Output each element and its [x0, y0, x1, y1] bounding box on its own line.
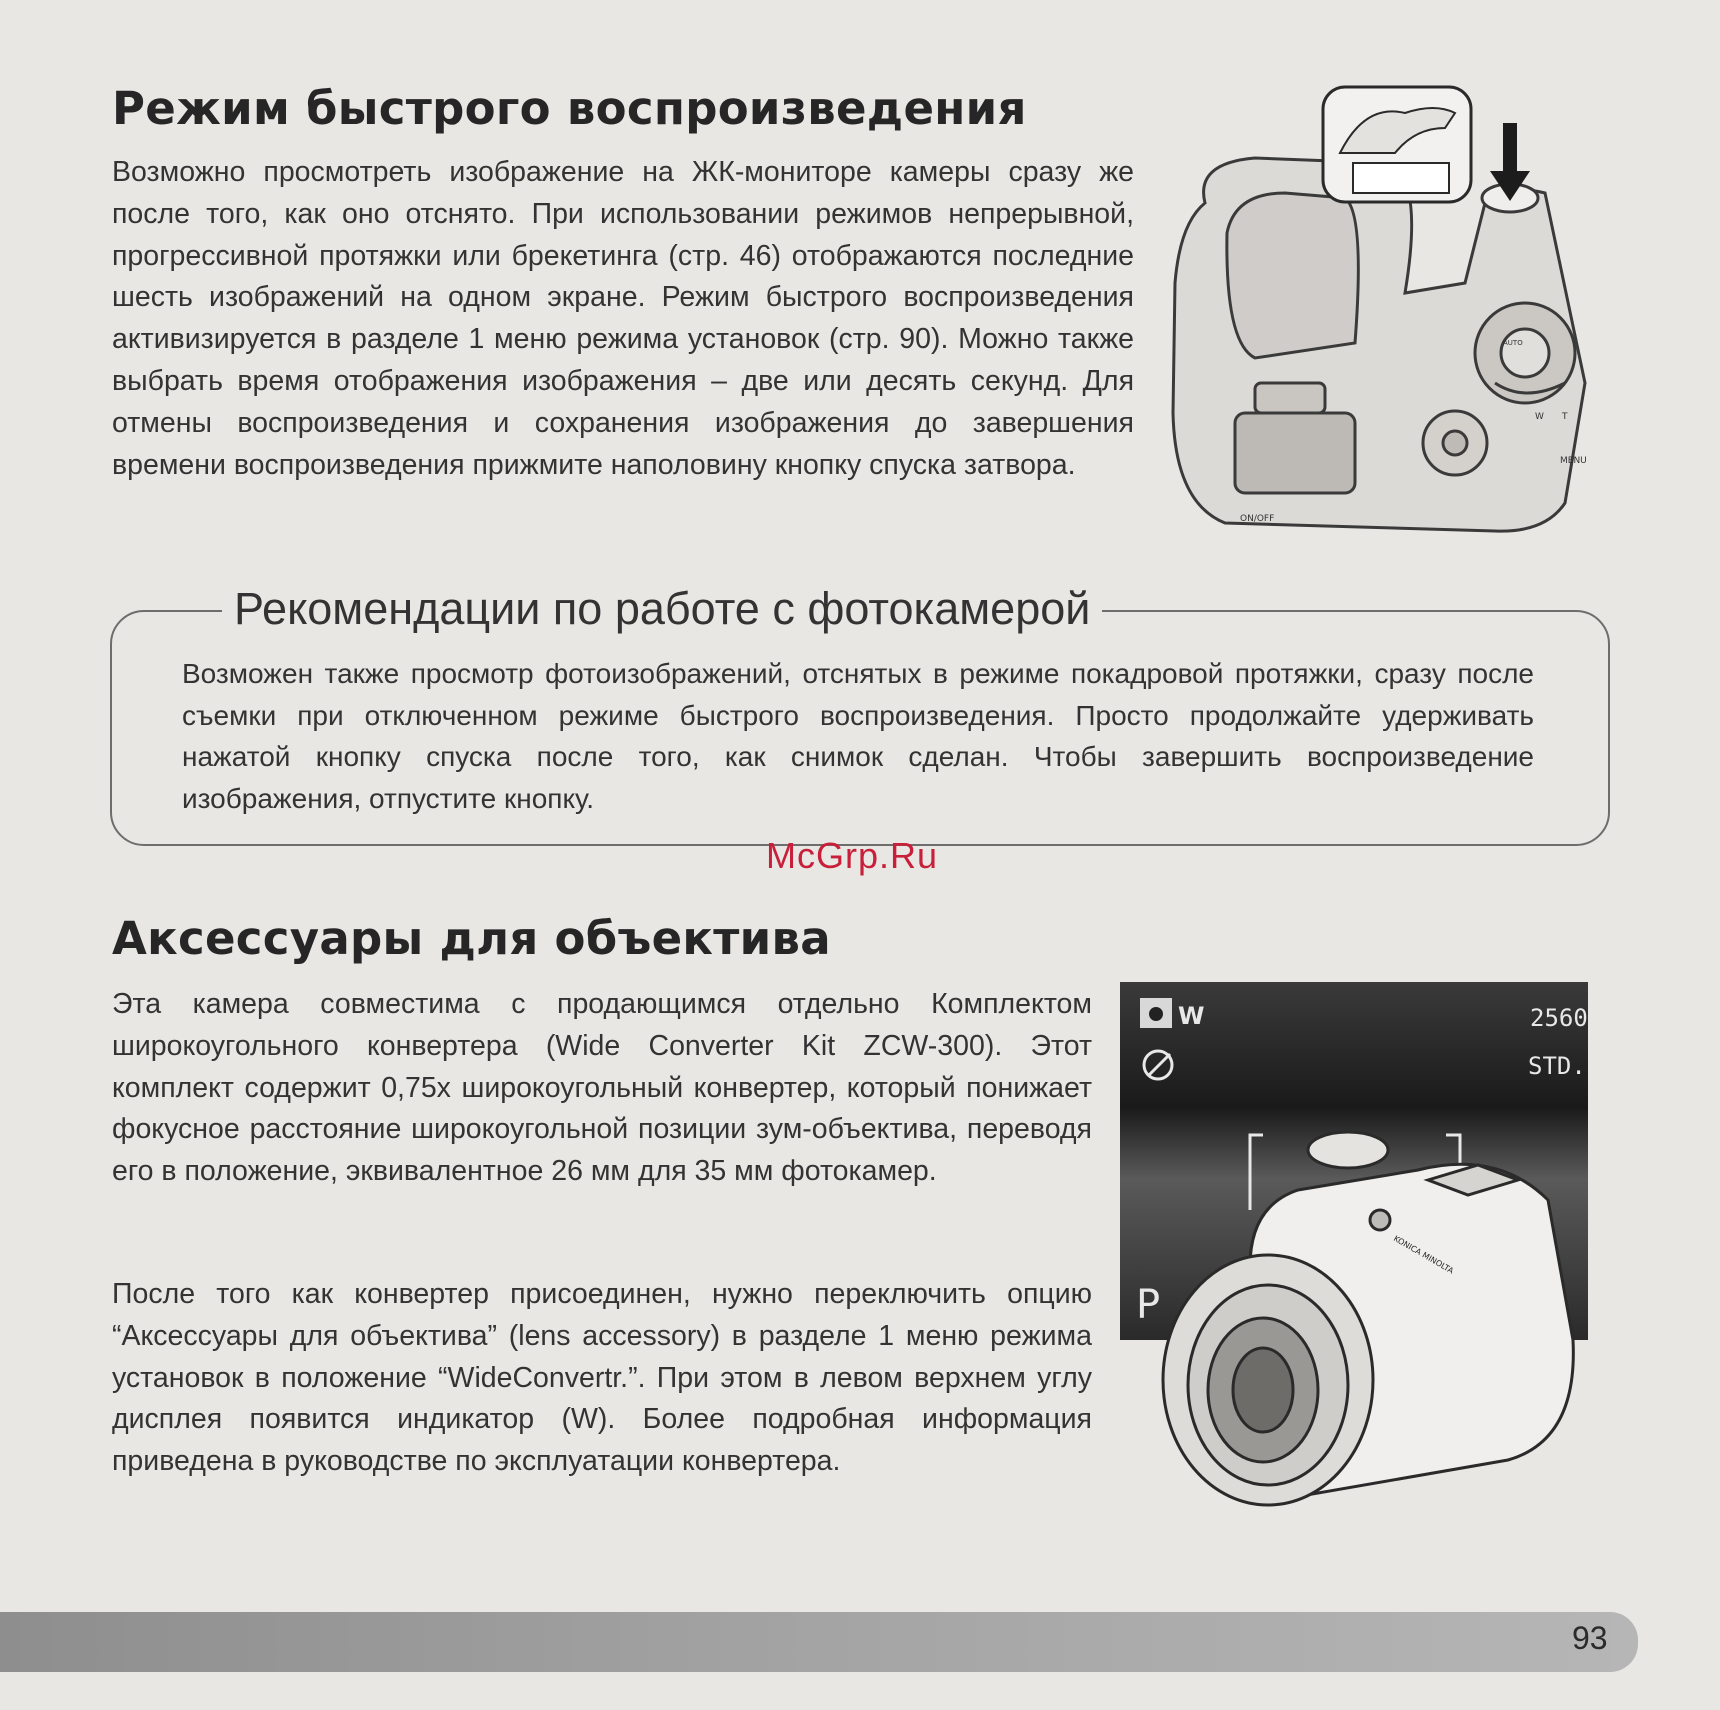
- watermark: McGrp.Ru: [766, 835, 939, 876]
- svg-text:T: T: [1562, 412, 1568, 422]
- tips-paragraph: Возможен также просмотр фотоизображений, отснятых в режиме покадровой протяжки, сразу после съемки при отключенном режиме быстрого воспроизведения. Просто продолжайте удерживать нажатой кнопку спуска после того, как снимок сделан. Чтобы завершить воспроизведение изображения, отпустите кнопку.: [182, 658, 1534, 814]
- section-title-quick-view: Режим быстрого воспроизведения: [112, 82, 1027, 135]
- svg-text:W: W: [1535, 412, 1544, 422]
- page-number: 93: [1572, 1620, 1608, 1656]
- exposure-mode: P: [1136, 1282, 1161, 1328]
- camera-body: [1173, 158, 1585, 531]
- svg-text:MENU: MENU: [1560, 456, 1587, 466]
- image-quality: STD.: [1528, 1052, 1586, 1080]
- finger-inset: [1323, 87, 1471, 202]
- svg-text:ON/OFF: ON/OFF: [1240, 514, 1275, 524]
- brand-logo: KONICA MINOLTA: [1392, 1233, 1456, 1276]
- tips-title: Рекомендации по работе с фотокамерой: [222, 583, 1102, 635]
- wide-converter-indicator: W: [1178, 1002, 1205, 1030]
- camera-top-illustration: [1165, 83, 1635, 545]
- svg-text:AUTO: AUTO: [1503, 339, 1523, 347]
- lcd-illustration: [1118, 980, 1616, 1526]
- section-title-lens-accessories: Аксессуары для объектива: [112, 912, 831, 965]
- lens-accessories-paragraph-2: После того как конвертер присоединен, нужно переключить опцию “Аксессуары для объектива” (lens accessory) в разделе 1 меню режима установок в положение “WideConvertr.”. При этом в левом верхнем углу дисплея появится индикатор (W). Более подробная информация приведена в руководстве по эксплуатации конвертера.: [112, 1278, 1092, 1478]
- frame-counter: 2560: [1530, 1004, 1588, 1032]
- quick-view-paragraph: Возможно просмотреть изображение на ЖК-мониторе камеры сразу же после того, как оно отснято. При использовании режимов непрерывной, прогрессивной протяжки или брекетинга (стр. 46) отображаются последние шесть изображений на одном экране. Режим быстрого воспроизведения активизируется в разделе 1 меню режима установок (стр. 90). Можно также выбрать время отображения изображения – две или десять секунд. Для отмены воспроизведения и сохранения изображения до завершения времени воспроизведения прижмите наполовину кнопку спуска затвора.: [112, 156, 1134, 481]
- footer-bar: [0, 1612, 1638, 1672]
- lens-accessories-paragraph-1: Эта камера совместима с продающимся отдельно Комплектом широкоугольного конвертера (Wide Converter Kit ZCW-300). Этот комплект содержит 0,75x широкоугольный конвертер, который понижает фокусное расстояние широкоугольной позиции зум-объектива, переводя его в положение, эквивалентное 26 мм для 35 мм фотокамер.: [112, 988, 1092, 1188]
